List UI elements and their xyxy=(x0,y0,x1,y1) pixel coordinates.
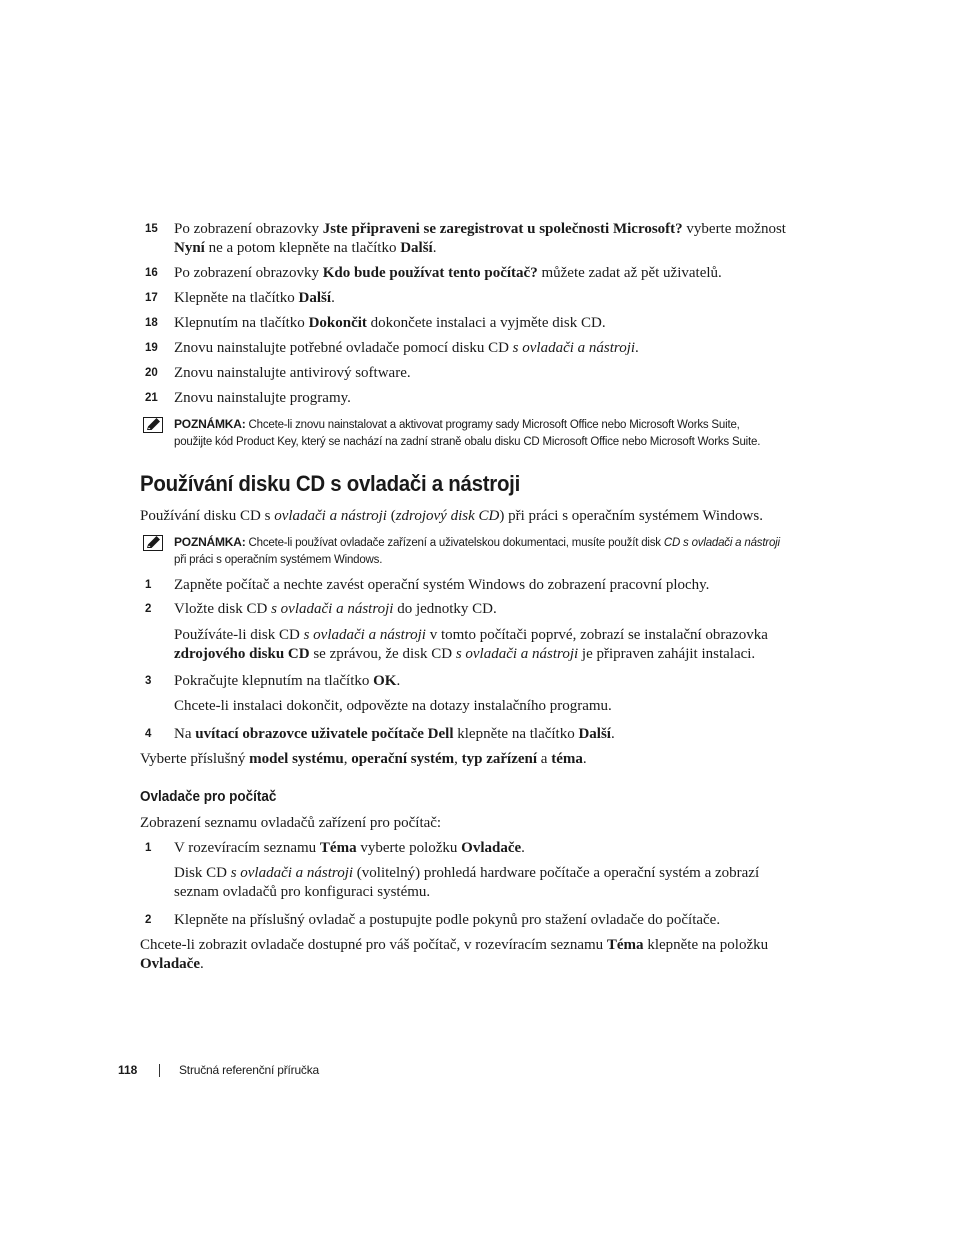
drivers-step-1-detail: Disk CD s ovladači a nástroji (volitelný) prohledá hardware počítače a operační systém a zobrazí seznam ovladačů pro konfiguraci systému. xyxy=(174,865,760,900)
step-number: 1 xyxy=(145,842,152,854)
step-number: 20 xyxy=(145,367,158,379)
step-number: 21 xyxy=(145,392,158,404)
step-number: 15 xyxy=(145,223,158,235)
install-step-2: Vložte disk CD s ovladači a nástroji do jednotky CD. xyxy=(174,601,497,617)
install-step-4: Na uvítací obrazovce uživatele počítače Dell klepněte na tlačítko Další. xyxy=(174,726,615,742)
select-instructions: Vyberte příslušný model systému, operační systém, typ zařízení a téma. xyxy=(140,751,587,767)
page-number: 118 xyxy=(118,1063,138,1077)
subsection-heading: Ovladače pro počítač xyxy=(140,789,277,805)
step-number: 2 xyxy=(145,914,152,926)
footer-divider xyxy=(159,1064,160,1077)
step-number: 2 xyxy=(145,603,152,615)
install-step-3-detail: Chcete-li instalaci dokončit, odpovězte na dotazy instalačního programu. xyxy=(174,698,612,714)
note-pencil-icon xyxy=(143,417,163,433)
step-number: 3 xyxy=(145,675,152,687)
step-number: 17 xyxy=(145,292,158,304)
step-number: 1 xyxy=(145,579,152,591)
install-step-2-detail: Používáte-li disk CD s ovladači a nástroji v tomto počítači poprvé, zobrazí se instalační obrazovka zdrojového disku CD se zprávou, že disk CD s ovladači a nástroji je připraven zahájit instalaci. xyxy=(174,627,768,662)
drivers-step-2: Klepněte na příslušný ovladač a postupujte podle pokynů pro stažení ovladače do počítače. xyxy=(174,912,721,928)
step-21-text: Znovu nainstalujte programy. xyxy=(174,390,351,406)
section-heading: Používání disku CD s ovladači a nástroji xyxy=(140,471,520,496)
install-step-1: Zapněte počítač a nechte zavést operační systém Windows do zobrazení pracovní plochy. xyxy=(174,577,710,593)
step-18-text: Klepnutím na tlačítko Dokončit dokončete instalaci a vyjměte disk CD. xyxy=(174,315,606,331)
install-step-3: Pokračujte klepnutím na tlačítko OK. xyxy=(174,673,401,689)
note-1: POZNÁMKA: Chcete-li znovu nainstalovat a aktivovat programy sady Microsoft Office nebo Microsoft Works Suite, použijte kód Product Key, který se nachází na zadní straně obalu disku CD Microsoft Office nebo Microsoft Works Suite. xyxy=(174,417,761,448)
drivers-outro: Chcete-li zobrazit ovladače dostupné pro váš počítač, v rozevíracím seznamu Téma klepněte na položku Ovladače. xyxy=(140,937,769,972)
step-15-text: Po zobrazení obrazovky Jste připraveni se zaregistrovat u společnosti Microsoft? vyberte možnost Nyní ne a potom klepněte na tlačítko Další. xyxy=(174,221,786,256)
step-number: 19 xyxy=(145,342,158,354)
step-17-text: Klepněte na tlačítko Další. xyxy=(174,290,335,306)
step-number: 16 xyxy=(145,267,158,279)
step-20-text: Znovu nainstalujte antivirový software. xyxy=(174,365,411,381)
footer-title: Stručná referenční příručka xyxy=(179,1063,320,1077)
section-intro: Používání disku CD s ovladači a nástroji (zdrojový disk CD) při práci s operačním systémem Windows. xyxy=(140,508,763,524)
drivers-step-1: V rozevíracím seznamu Téma vyberte položku Ovladače. xyxy=(174,840,525,856)
step-16-text: Po zobrazení obrazovky Kdo bude používat tento počítač? můžete zadat až pět uživatelů. xyxy=(174,265,722,281)
note-pencil-icon xyxy=(143,535,163,551)
step-19-text: Znovu nainstalujte potřebné ovladače pomocí disku CD s ovladači a nástroji. xyxy=(174,340,639,356)
step-number: 18 xyxy=(145,317,158,329)
subsection-intro: Zobrazení seznamu ovladačů zařízení pro počítač: xyxy=(140,815,442,831)
step-number: 4 xyxy=(145,728,152,740)
note-2: POZNÁMKA: Chcete-li používat ovladače zařízení a uživatelskou dokumentaci, musíte použít disk CD s ovladači a nástroji při práci s operačním systémem Windows. xyxy=(174,535,780,566)
